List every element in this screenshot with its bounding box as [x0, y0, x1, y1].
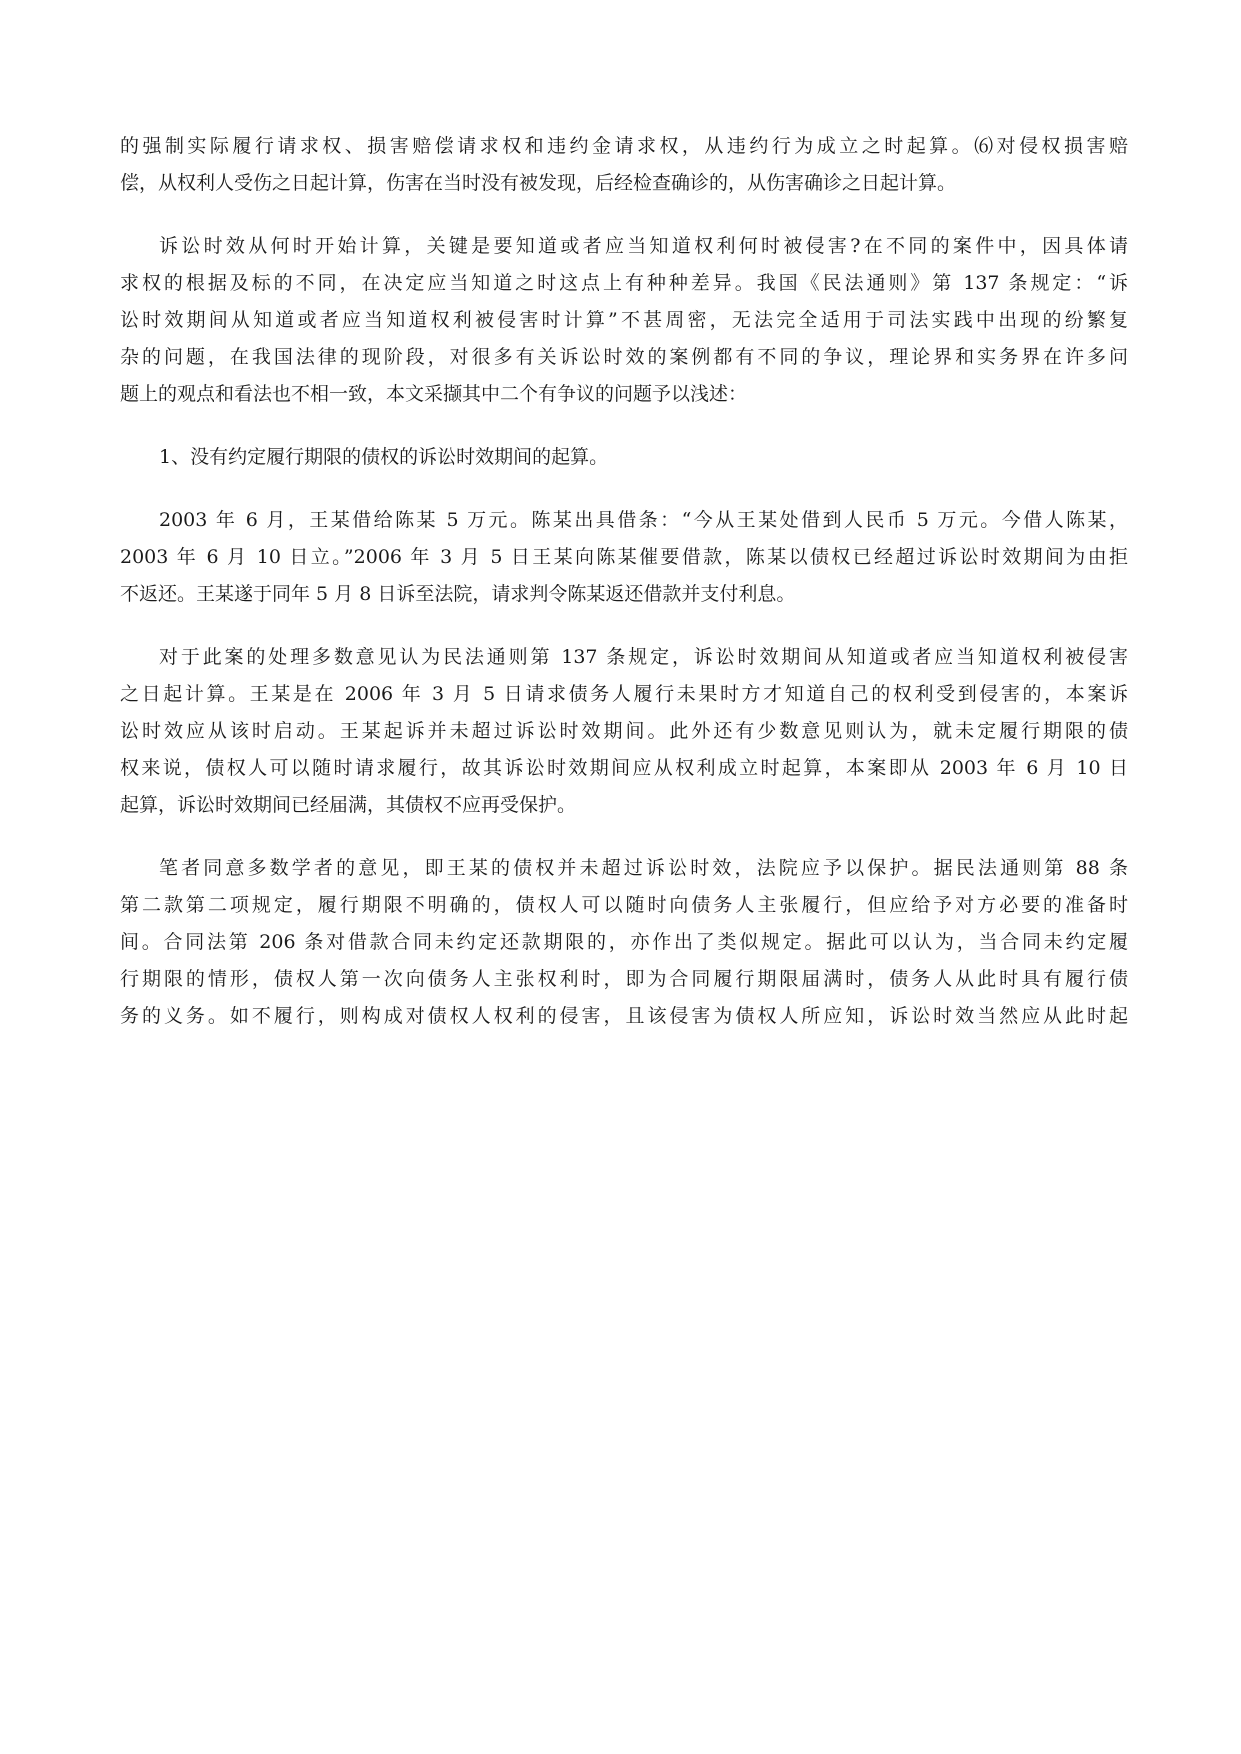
text-line: 务的义务。如不履行，则构成对债权人权利的侵害，且该侵害为债权人所应知，诉讼时效当然应从此时起: [120, 1005, 1128, 1027]
paragraph-1: [120, 128, 1128, 202]
paragraph-5: [120, 639, 1128, 824]
text-line: 诉讼时效从何时开始计算，关键是要知道或者应当知道权利何时被侵害?在不同的案件中，因具体请: [159, 235, 1128, 257]
text-line: 不返还。王某遂于同年 5 月 8 日诉至法院，请求判令陈某返还借款并支付利息。: [120, 583, 796, 605]
paragraph-2: [120, 228, 1128, 413]
text-line: 2003 年 6 月 10 日立。”2006 年 3 月 5 日王某向陈某催要借款，陈某以债权已经超过诉讼时效期间为由拒: [120, 546, 1128, 568]
text-line: 起算，诉讼时效期间已经届满，其债权不应再受保护。: [120, 794, 577, 816]
text-line: 2003 年 6 月，王某借给陈某 5 万元。陈某出具借条：“今从王某处借到人民币 5 万元。今借人陈某，: [159, 509, 1128, 531]
text-line: 偿，从权利人受伤之日起计算，伤害在当时没有被发现，后经检查确诊的，从伤害确诊之日起计算。: [120, 172, 957, 194]
text-line: 的强制实际履行请求权、损害赔偿请求权和违约金请求权，从违约行为成立之时起算。⑹对侵权损害赔: [120, 135, 1128, 157]
text-line: 间。合同法第 206 条对借款合同未约定还款期限的，亦作出了类似规定。据此可以认为，当合同未约定履: [120, 931, 1128, 953]
text-line: 题上的观点和看法也不相一致，本文采撷其中二个有争议的问题予以浅述：: [120, 383, 748, 405]
paragraph-3-heading: [120, 439, 1128, 476]
document-body: [120, 128, 1128, 1061]
text-line: 之日起计算。王某是在 2006 年 3 月 5 日请求债务人履行未果时方才知道自己的权利受到侵害的，本案诉: [120, 683, 1128, 705]
text-line: 对于此案的处理多数意见认为民法通则第 137 条规定，诉讼时效期间从知道或者应当知道权利被侵害: [159, 646, 1128, 668]
text-line: 行期限的情形，债权人第一次向债务人主张权利时，即为合同履行期限届满时，债务人从此时具有履行债: [120, 968, 1128, 990]
text-line: 杂的问题，在我国法律的现阶段，对很多有关诉讼时效的案例都有不同的争议，理论界和实务界在许多问: [120, 346, 1128, 368]
text-line: 讼时效期间从知道或者应当知道权利被侵害时计算”不甚周密，无法完全适用于司法实践中出现的纷繁复: [120, 309, 1128, 331]
text-line: 求权的根据及标的不同，在决定应当知道之时这点上有种种差异。我国《民法通则》第 137 条规定：“诉: [120, 272, 1128, 294]
text-line: 第二款第二项规定，履行期限不明确的，债权人可以随时向债务人主张履行，但应给予对方必要的准备时: [120, 894, 1128, 916]
section-heading: 1、没有约定履行期限的债权的诉讼时效期间的起算。: [159, 446, 609, 468]
paragraph-4: [120, 502, 1128, 613]
paragraph-6: [120, 850, 1128, 1035]
text-line: 讼时效应从该时启动。王某起诉并未超过诉讼时效期间。此外还有少数意见则认为，就未定履行期限的债: [120, 720, 1128, 742]
text-line: 笔者同意多数学者的意见，即王某的债权并未超过诉讼时效，法院应予以保护。据民法通则第 88 条: [159, 857, 1128, 879]
text-line: 权来说，债权人可以随时请求履行，故其诉讼时效期间应从权利成立时起算，本案即从 2003 年 6 月 10 日: [120, 757, 1128, 779]
